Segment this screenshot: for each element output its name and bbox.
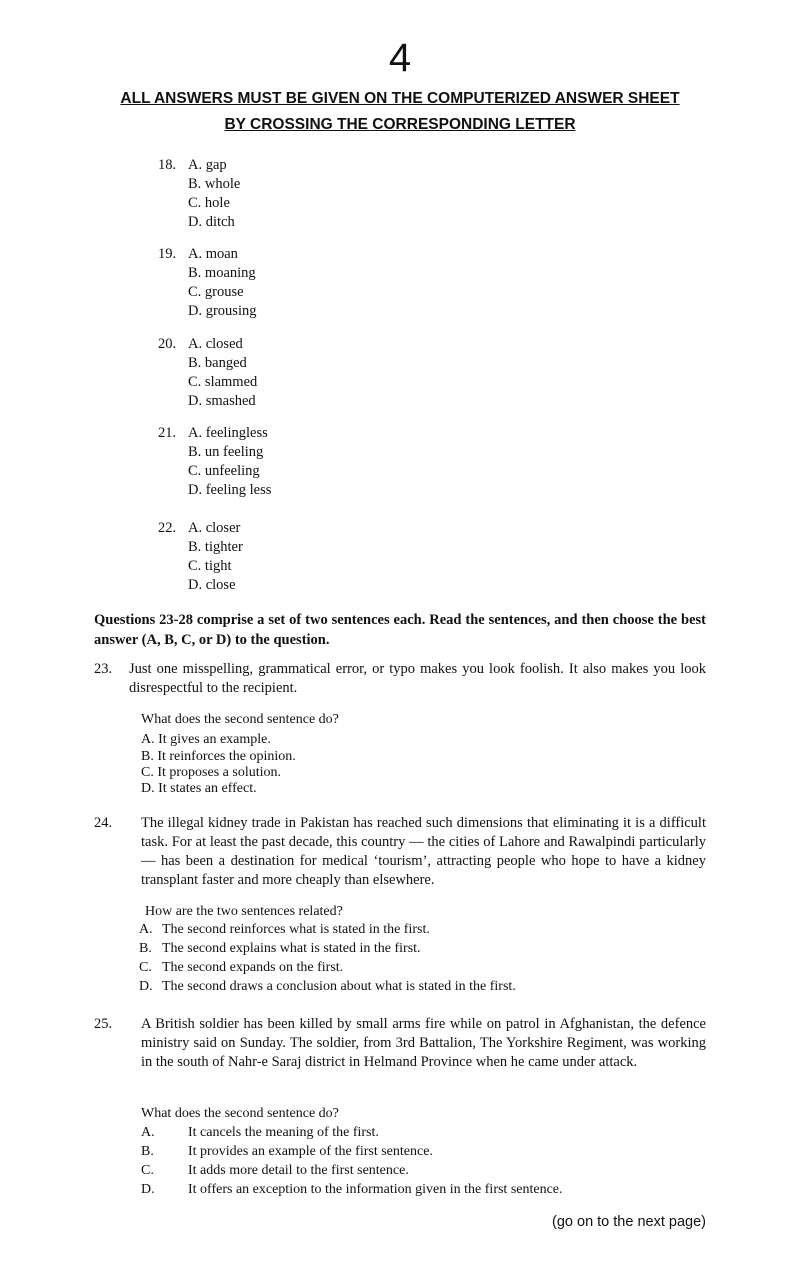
option-a: A. moan [188,246,238,262]
question-number: 19. [158,246,177,262]
question-23-passage: Just one misspelling, grammatical error, or typo makes you look foolish. It also makes you look disrespectful to the recipient. [129,661,706,696]
option-text: It offers an exception to the information given in the first sentence. [188,1182,563,1197]
option-b: B. un feeling [188,444,264,460]
option-label: D. [139,979,153,994]
option-a: A. closer [188,520,241,536]
question-24-option-a [139,922,430,938]
option-list [188,424,271,500]
option-text: The second draws a conclusion about what is stated in the first. [162,979,516,994]
option-b: B. banged [188,355,247,371]
question-24-option-c [139,960,343,976]
option-label: B. [141,1144,154,1159]
option-c: C. slammed [188,374,258,390]
question-24-option-b [139,941,421,957]
option-list [188,245,256,321]
question-25-option-c [141,1163,409,1179]
option-text: The second expands on the first. [162,960,344,975]
question-25-option-d [141,1182,563,1198]
option-c: C. grouse [188,284,244,300]
option-c: C. unfeeling [188,463,260,479]
option-d: D. close [188,577,236,593]
option-a: A. feelingless [188,425,268,441]
option-label: D. [141,1182,155,1197]
option-text: It provides an example of the first sentence. [188,1144,433,1159]
option-label: C. [139,960,152,975]
question-23-option-b [141,749,296,765]
option-d: D. grousing [188,303,257,319]
option-list [188,335,257,411]
question-23-option-a [141,732,271,748]
question-number: 20. [158,336,177,352]
option-list [188,156,240,232]
option-label: D. [141,781,155,796]
section-instructions: Questions 23-28 comprise a set of two sentences each. Read the sentences, and then choose the best answer (A, B, C, or D) to the question. [94,612,706,648]
option-text: It proposes a solution. [157,765,281,780]
footer-continue-note: (go on to the next page) [552,1214,706,1230]
question-number: 18. [158,157,177,173]
question-25-option-a [141,1125,379,1141]
question-25-passage: A British soldier has been killed by small arms fire while on patrol in Afghanistan, the defence ministry said on Sunday. The soldier, from 3rd Battalion, The Yorkshire Regiment, was working in the south of Nahr-e Saraj district in Helmand Province when he came under attack. [141,1016,706,1070]
question-number-23: 23. [94,661,113,677]
option-label: C. [141,765,154,780]
question-23-prompt: What does the second sentence do? [141,712,339,727]
option-label: A. [139,922,153,937]
option-text: It cancels the meaning of the first. [188,1125,379,1140]
option-label: A. [141,1125,155,1140]
question-24-prompt: How are the two sentences related? [145,904,343,919]
question-24-option-d [139,979,516,995]
option-list [188,519,243,595]
option-c: C. hole [188,195,230,211]
option-text: It adds more detail to the first sentence. [188,1163,409,1178]
question-25-option-b [141,1144,433,1160]
header-instruction-line-2: BY CROSSING THE CORRESPONDING LETTER [224,116,576,133]
question-number: 22. [158,520,177,536]
option-b: B. moaning [188,265,256,281]
option-b: B. whole [188,176,241,192]
question-24-passage: The illegal kidney trade in Pakistan has reached such dimensions that eliminating it is a difficult task. For at least the past decade, this country — the cities of Lahore and Rawalpindi particularly — has been a destination for medical ‘tourism’, attracting people who hope to have a kidney transplant faster and more cheaply than elsewhere. [141,815,706,888]
option-text: It states an effect. [158,781,257,796]
question-25-prompt: What does the second sentence do? [141,1106,339,1121]
question-23-option-d [141,781,257,797]
option-text: It reinforces the opinion. [157,749,296,764]
option-label: C. [141,1163,154,1178]
option-label: B. [139,941,152,956]
option-text: The second explains what is stated in the first. [162,941,421,956]
question-number-25: 25. [94,1016,113,1032]
option-c: C. tight [188,558,232,574]
header-instruction-line-1: ALL ANSWERS MUST BE GIVEN ON THE COMPUTERIZED ANSWER SHEET [120,90,680,107]
option-d: D. ditch [188,214,235,230]
question-number: 21. [158,425,177,441]
option-text: The second reinforces what is stated in the first. [162,922,430,937]
option-d: D. feeling less [188,482,272,498]
option-b: B. tighter [188,539,243,555]
option-a: A. gap [188,157,227,173]
question-23-option-c [141,765,281,781]
page-number: 4 [388,36,412,80]
question-number-24: 24. [94,815,113,831]
option-label: B. [141,749,154,764]
option-d: D. smashed [188,393,256,409]
option-text: It gives an example. [158,732,271,747]
option-a: A. closed [188,336,243,352]
option-label: A. [141,732,155,747]
